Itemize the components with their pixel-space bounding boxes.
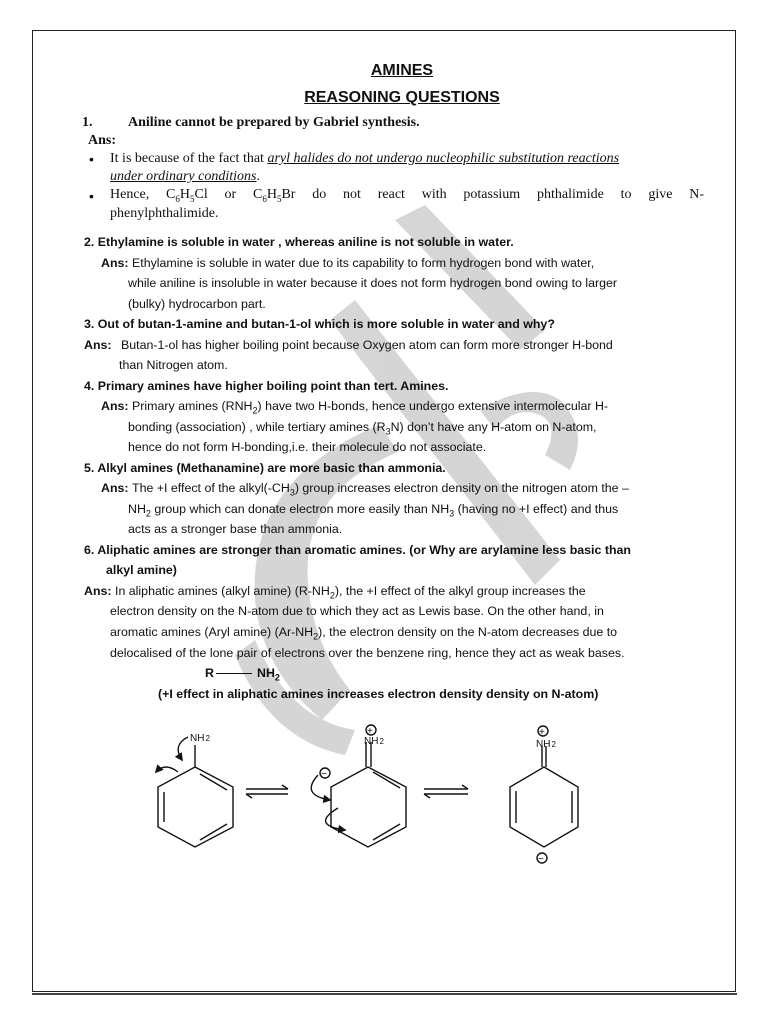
q6-answer-line3: aromatic amines (Aryl amine) $(Ar-NH_2)$, the electron density on the N-atom decreases due to xyxy=(110,625,618,642)
q4-answer-line1: Primary amines $(RNH_2)$ have two H-bonds, hence undergo extensive intermolecular H- xyxy=(132,399,609,416)
q4-answer-line2: bonding (association) , while tertiary amines $(R_3N)$ don’t have any H-atom on N-atom, xyxy=(128,420,597,437)
q4-ans-label: Ans: xyxy=(101,399,129,413)
diagram-caption: (+I effect in aliphatic amines increases electron density density on N-atom) xyxy=(158,687,599,701)
q2-answer-line3: (bulky) hydrocarbon part. xyxy=(128,297,266,311)
q3-question: 3. Out of butan-1-amine and butan-1-ol which is more soluble in water and why? xyxy=(84,317,555,331)
q3-ans-label: Ans: xyxy=(84,338,112,352)
q4-question: 4. Primary amines have higher boiling point than tert. Amines. xyxy=(84,379,449,393)
q6-ans-label: Ans: xyxy=(84,584,112,598)
formula-nh2: $NH_2$ xyxy=(257,666,280,683)
q5-ans-label: Ans: xyxy=(101,481,129,495)
minus-sign-2: − xyxy=(538,854,544,865)
q1-question: Aniline cannot be prepared by Gabriel synthesis. xyxy=(128,115,420,130)
q2-answer-line2: while aniline is insoluble in water because it does not form hydrogen bond owing to larger xyxy=(128,276,618,290)
q6-question-line2: alkyl amine) xyxy=(106,563,177,577)
q5-answer-line1: The +I effect of the $alkyl(-CH_3)$ group increases electron density on the nitrogen atom the – xyxy=(132,481,629,498)
structure-ortho-anion xyxy=(311,725,406,847)
plus-sign-1: + xyxy=(367,726,373,737)
nh2-label-2: NH2 xyxy=(364,736,384,747)
q2-question: 2. Ethylamine is soluble in water , whereas aniline is not soluble in water. xyxy=(84,235,514,249)
q3-answer-line2: than Nitrogen atom. xyxy=(119,358,228,372)
nh2-label-3: NH2 xyxy=(536,739,556,750)
page-title: AMINES xyxy=(370,62,434,79)
q1-bullet1-line2: under ordinary conditions. xyxy=(110,169,260,184)
q1-bullet1-plain: It is because of the fact that xyxy=(110,151,264,166)
page-subtitle: REASONING QUESTIONS xyxy=(304,89,500,106)
q1-bullet2-line1: Hence, $C_6H_5Cl$ or $C_6H_5Br$ do not react with potassium phthalimide to give N- xyxy=(110,187,704,204)
q5-question: 5. Alkyl amines (Methanamine) are more basic than ammonia. xyxy=(84,461,446,475)
structure-aniline xyxy=(156,737,233,847)
bullet-2: • xyxy=(89,188,94,204)
q1-bullet1-underlined-2: under ordinary conditions xyxy=(110,169,257,184)
q3-answer-line1: Butan-1-ol has higher boiling point because Oxygen atom can form more stronger H-bond xyxy=(121,338,613,352)
q1-bullet1-underlined: aryl halides do not undergo nucleophilic substitution reactions xyxy=(267,151,620,166)
q1-ans-label: Ans: xyxy=(88,133,117,148)
minus-sign-1: − xyxy=(321,769,327,780)
q2-answer-line1: Ethylamine is soluble in water due to its capability to form hydrogen bond with water, xyxy=(132,256,595,270)
formula-r: R xyxy=(205,666,214,680)
q6-answer-line1: In aliphatic amines (alkyl amine) $(R-NH_2)$, the +I effect of the alkyl group increases the xyxy=(115,584,586,601)
q6-question-line1: 6. Aliphatic amines are stronger than aromatic amines. (or Why are arylamine less basic than xyxy=(84,543,631,557)
q2-ans-label: Ans: xyxy=(101,256,129,270)
q6-answer-line4: delocalised of the lone pair of electrons over the benzene ring, hence they act as weak bases. xyxy=(110,646,625,660)
q4-answer-line3: hence do not form H-bonding,i.e. their molecule do not associate. xyxy=(128,440,487,454)
q5-answer-line2: $NH_2$ group which can donate electron more easily than $NH_3$ (having no +I effect) and thus xyxy=(128,502,619,519)
nh2-label-1: NH2 xyxy=(190,733,210,744)
bullet-1: • xyxy=(89,151,94,167)
plus-sign-2: + xyxy=(539,727,545,738)
q1-number: 1. xyxy=(82,115,93,130)
q1-bullet2-line2: phenylphthalimide. xyxy=(110,206,219,221)
q5-answer-line3: acts as a stronger base than ammonia. xyxy=(128,522,343,536)
q6-answer-line2: electron density on the N-atom due to which they act as Lewis base. On the other hand, in xyxy=(110,604,604,618)
